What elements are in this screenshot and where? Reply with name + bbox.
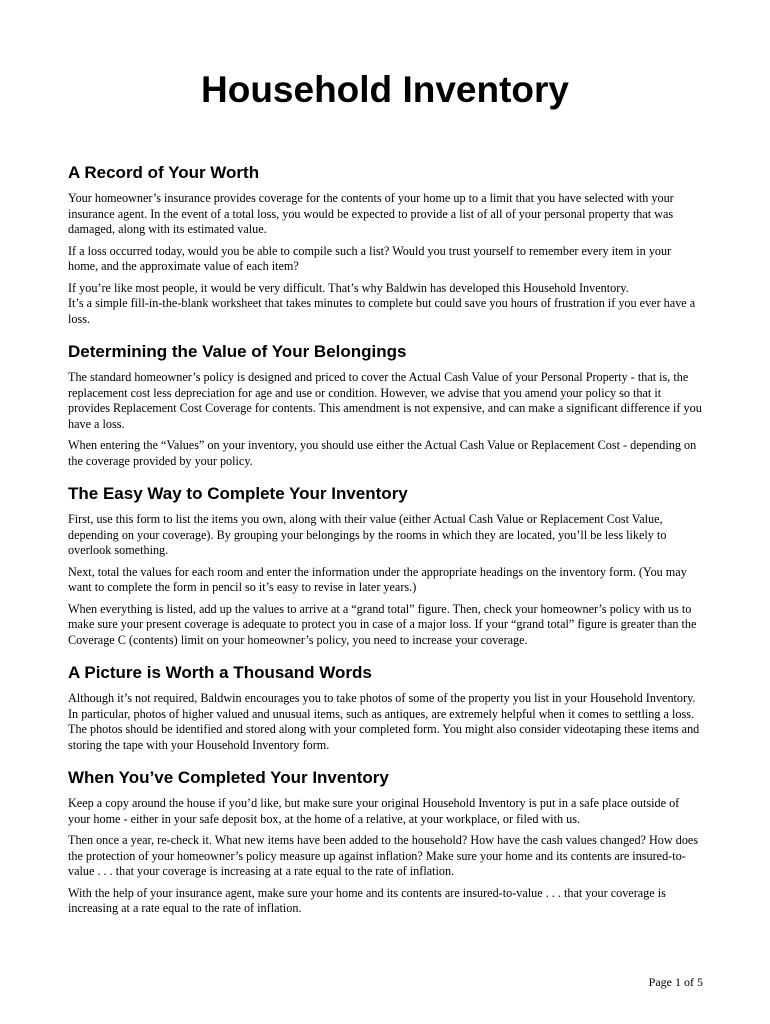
paragraph: Your homeowner’s insurance provides coverage for the contents of your home up to a limit that you have selected with your insurance agent. In the event of a total loss, you would be expected to provide a list of all of your personal property that was damaged, along with its estimated value. xyxy=(68,191,674,236)
section-completed-inventory xyxy=(68,767,704,917)
document-body xyxy=(68,162,704,931)
paragraph: Then once a year, re-check it. What new items have been added to the household? How have the cash values changed? How does the protection of your homeowner’s policy measure up against inflation? Make sure your home and its contents are insured-to-value . . . that your coverage is increasing at a rate equal to the rate of inflation. xyxy=(68,833,699,878)
paragraph: If a loss occurred today, would you be able to compile such a list? Would you trust yourself to remember every item in your home, and the approximate value of each item? xyxy=(68,243,672,273)
section-picture-worth xyxy=(68,662,704,753)
paragraph: First, use this form to list the items you own, along with their value (either Actual Cash Value or Replacement Cost Value, depending on your coverage). By grouping your belongings by the rooms in which they are located, you’ll be less likely to overlook something. xyxy=(68,512,667,557)
section-heading: When You’ve Completed Your Inventory xyxy=(68,768,389,787)
paragraph: When everything is listed, add up the values to arrive at a “grand total” figure. Then, check your homeowner’s policy with us to make sure your present coverage is adequate to protect you in case of a major loss. If your “grand total” figure is greater than the Coverage C (contents) limit on your homeowner’s policy, you need to increase your coverage. xyxy=(68,601,697,647)
section-record-of-worth xyxy=(68,162,704,327)
section-easy-way xyxy=(68,483,704,648)
paragraph: When entering the “Values” on your inventory, you should use either the Actual Cash Value or Replacement Cost - depending on the coverage provided by your policy. xyxy=(68,438,697,468)
paragraph: Although it’s not required, Baldwin encourages you to take photos of some of the property you list in your Household Inventory. In particular, photos of higher valued and unusual items, such as antiques, are extremely helpful when it comes to settling a loss. The photos should be identified and stored along with your completed form. You might also consider videotaping these items and storing the tape with your Household Inventory form. xyxy=(68,691,700,752)
paragraph: Keep a copy around the house if you’d like, but make sure your original Household Inventory is put in a safe place outside of your home - either in your safe deposit box, at the home of a relative, at your workplace, or filed with us. xyxy=(68,796,680,826)
paragraph: With the help of your insurance agent, make sure your home and its contents are insured-to-value . . . that your coverage is increasing at a rate equal to the rate of inflation. xyxy=(68,885,666,915)
paragraph: Next, total the values for each room and enter the information under the appropriate headings on the inventory form. (You may want to complete the form in pencil so it’s easy to revise in later years.) xyxy=(68,564,687,594)
section-heading: A Picture is Worth a Thousand Words xyxy=(68,663,372,682)
paragraph: The standard homeowner’s policy is designed and priced to cover the Actual Cash Value of your Personal Property - that is, the replacement cost less depreciation for age and use or condition. However, we advise that you amend your policy so that it provides Replacement Cost Coverage for contents. This amendment is not expensive, and can make a significant difference if you have a loss. xyxy=(68,370,702,431)
page-number: Page 1 of 5 xyxy=(648,975,703,989)
paragraph: If you’re like most people, it would be very difficult. That’s why Baldwin has developed this Household Inventory. xyxy=(68,280,629,295)
paragraph: It’s a simple fill-in-the-blank worksheet that takes minutes to complete but could save you hours of frustration if you ever have a loss. xyxy=(68,296,696,326)
section-heading: The Easy Way to Complete Your Inventory xyxy=(68,484,408,503)
section-heading: A Record of Your Worth xyxy=(68,163,260,182)
section-determining-value xyxy=(68,341,704,469)
section-heading: Determining the Value of Your Belongings xyxy=(68,342,407,361)
page-title: Household Inventory xyxy=(201,69,569,110)
